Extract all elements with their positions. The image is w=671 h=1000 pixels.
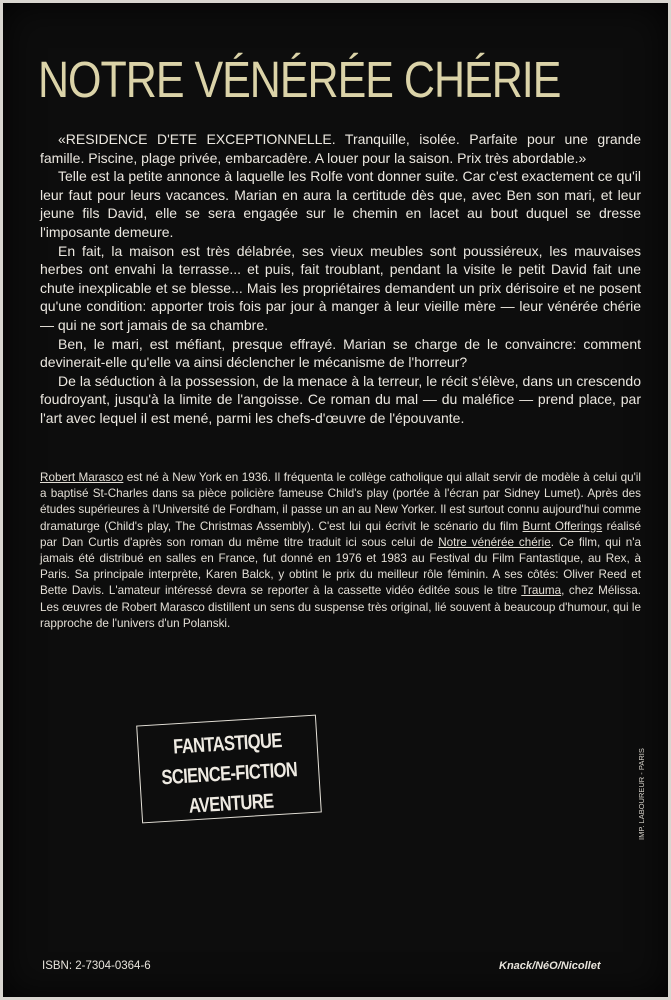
bio-text: réalisé par Dan Curtis d'après son roman du même titre traduit ici sous celui de (40, 519, 641, 549)
printer-credit: IMP. LABOUREUR - PARIS (637, 748, 646, 840)
summary-paragraph: En fait, la maison est très délabrée, ses vieux meubles sont poussiéreux, les mauvaises herbes ont envahi la terrasse... et puis, fait troublant, pendant la visite le petit David fait une chute inexplicable et se blesse... Mais les propriétaires demandent un prix dérisoire et ne posent qu'une condition: apporter trois fois par jour à manger à leur vieille mère — leur vénérée chérie — qui ne sort jamais de sa chambre. (40, 242, 641, 333)
isbn: ISBN: 2-7304-0364-6 (42, 960, 151, 972)
bio-text: est né à New York en 1936. Il fréquenta le collège catholique qui allait servir de modèle à celui qu'il a baptisé St-Charles dans sa pièce policière fameuse Child's play (portée à l'écran par Sidney Lumet). Après des études supérieures à l'Université de Fordham, il passe un an au New Yorker. Il est surtout connu aujourd'hui comme dramaturge (Child's play, The Christmas Assembly). C'est lui qui écrivit le scénario du film (40, 471, 641, 533)
summary-paragraph: Ben, le mari, est méfiant, presque effrayé. Marian se charge de le convaincre: comment devinerait-elle qu'elle va ainsi déclencher le mécanisme de l'horreur? (40, 335, 641, 371)
author-name: Robert Marasco (40, 471, 124, 484)
cassette-title: Trauma (521, 584, 562, 598)
publisher-name: Knack/NéO/Nicollet (499, 960, 601, 972)
genre-label: AVENTURE (188, 790, 275, 818)
summary-text (40, 130, 641, 428)
genre-label: SCIENCE-FICTION (160, 758, 298, 790)
genre-list (138, 724, 321, 825)
film-title: Burnt Offerings (522, 519, 603, 533)
book-title-reference: Notre vénérée chérie (438, 535, 551, 549)
bio-text: . Ce film, qui n'a jamais été distribué en salles en France, fut donné en 1976 et 1983 au Festival du Film Fantastique, au Rex, à Paris. Sa principale interprète, Karen Balck, y obtint le prix du meilleur rôle féminin. A ses côtés: Oliver Reed et Bette Davis. L'amateur intéressé devra se reporter à la cassette vidéo éditée sous le titre (40, 535, 641, 598)
book-title: NOTRE VÉNÉRÉE CHÉRIE (38, 52, 561, 109)
genre-stamp (136, 715, 322, 824)
summary-paragraph: De la séduction à la possession, de la menace à la terreur, le récit s'élève, dans un crescendo foudroyant, jusqu'à la limite de l'angoisse. Ce roman du mal — du maléfice — prend place, par l'art avec lequel il est mené, parmi les chefs-d'œuvre de l'épouvante. (40, 372, 641, 426)
author-bio (40, 470, 641, 632)
genre-label: FANTASTIQUE (172, 729, 283, 759)
summary-paragraph: Telle est la petite annonce à laquelle les Rolfe vont donner suite. Car c'est exactement ce qu'il leur faut pour leurs vacances. Marian en aura la certitude dès que, avec Ben son mari, et leur jeune fils David, elle se sera engagée sur le chemin en lacet au bout duquel se dresse l'imposante demeure. (40, 168, 641, 240)
bio-text: , chez Mélissa. Les œuvres de Robert Marasco distillent un sens du suspense très original, lié souvent à beaucoup d'humour, qui le rapproche de l'univers d'un Polanski. (40, 584, 641, 630)
summary-paragraph: «RESIDENCE D'ETE EXCEPTIONNELLE. Tranquille, isolée. Parfaite pour une grande famille. Piscine, plage privée, embarcadère. A louer pour la saison. Prix très abordable.» (40, 131, 641, 166)
